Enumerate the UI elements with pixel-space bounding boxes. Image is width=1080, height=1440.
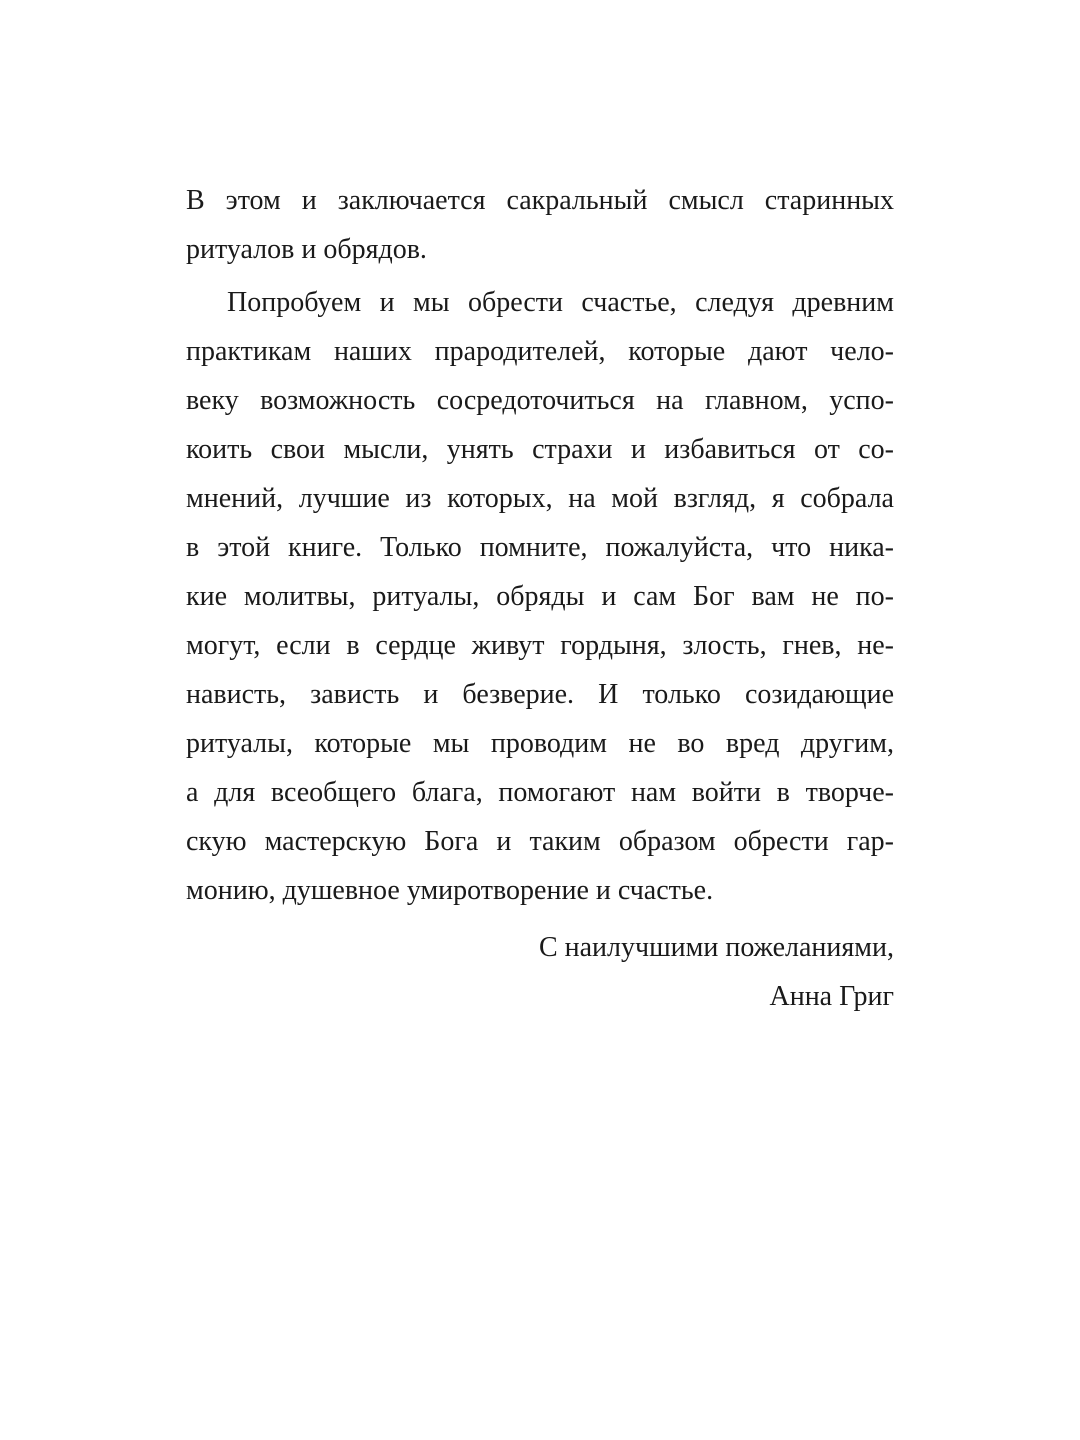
signature-author: Анна Григ [769, 981, 894, 1012]
signature-block [186, 923, 894, 1021]
paragraph-2 [186, 278, 894, 915]
paragraph-1 [186, 176, 894, 274]
paragraph-line: практикам наших прародителей, которые дают чело- [186, 336, 894, 367]
paragraph-line: а для всеобщего блага, помогают нам войти в творче- [186, 777, 894, 808]
paragraph-line: ритуалы, которые мы проводим не во вред другим, [186, 728, 894, 759]
paragraph-line: нависть, зависть и безверие. И только созидающие [186, 679, 894, 710]
paragraph-line: в этой книге. Только помните, пожалуйста, что ника- [186, 532, 894, 563]
paragraph-line: мнений, лучшие из которых, на мой взгляд, я собрала [186, 483, 894, 514]
paragraph-line: Попробуем и мы обрести счастье, следуя древним [227, 287, 894, 318]
paragraph-line: веку возможность сосредоточиться на главном, успо- [186, 385, 894, 416]
paragraph-line: В этом и заключается сакральный смысл старинных [186, 185, 894, 216]
signature-closing: С наилучшими пожеланиями, [538, 932, 894, 963]
paragraph-line: ритуалов и обрядов. [186, 234, 427, 265]
text-block [186, 176, 894, 1021]
paragraph-line: кие молитвы, ритуалы, обряды и сам Бог вам не по- [186, 581, 894, 612]
paragraph-line: монию, душевное умиротворение и счастье. [186, 875, 714, 906]
paragraph-line: могут, если в сердце живут гордыня, злость, гнев, не- [186, 630, 894, 661]
paragraph-line: коить свои мысли, унять страхи и избавиться от со- [186, 434, 894, 465]
paragraph-line: скую мастерскую Бога и таким образом обрести гар- [186, 826, 894, 857]
